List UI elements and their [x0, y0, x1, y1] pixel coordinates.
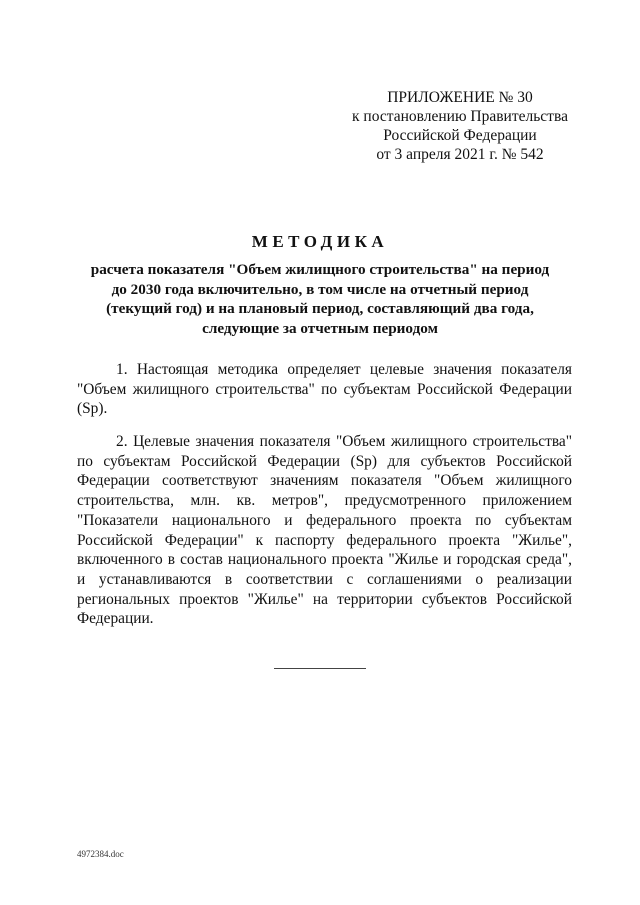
appendix-number: ПРИЛОЖЕНИЕ № 30 [387, 89, 533, 106]
paragraph-line: региональных проектов "Жилье" на территории субъектов Российской [77, 590, 572, 608]
paragraph-line: Федерации. [77, 610, 154, 628]
paragraph-line: и устанавливаются в соответствии с соглашениями о реализации [77, 570, 572, 588]
paragraph-line: Федерации соответствуют значениям показателя "Объем жилищного [77, 472, 572, 490]
appendix-authority: Российской Федерации [383, 127, 537, 144]
appendix-reference: к постановлению Правительства [352, 108, 568, 125]
paragraph-line: 1. Настоящая методика определяет целевые значения показателя [116, 361, 572, 378]
appendix-header [330, 88, 590, 164]
paragraph-line: "Показатели национального и федерального проекта по субъектам [77, 511, 572, 529]
paragraph-2 [77, 432, 572, 629]
paragraph-line: 2. Целевые значения показателя "Объем жилищного строительства" [116, 433, 572, 451]
subtitle-line: расчета показателя "Объем жилищного строительства" на период [90, 261, 550, 278]
document-subtitle [80, 260, 560, 338]
paragraph-1 [77, 360, 572, 419]
subtitle-line: следующие за отчетным периодом [202, 319, 438, 337]
appendix-date-number: от 3 апреля 2021 г. № 542 [376, 146, 544, 163]
paragraph-line: "Объем жилищного строительства" по субъектам Российской Федерации [77, 380, 572, 398]
paragraph-line: Российской Федерации" к паспорту федерального проекта "Жилье", [77, 531, 572, 549]
document-body [77, 360, 572, 629]
document-title: МЕТОДИКА [251, 232, 389, 251]
paragraph-line: (Sр). [77, 400, 108, 418]
closing-divider [274, 668, 366, 669]
footer-file-name: 4972384.doc [77, 849, 124, 859]
paragraph-line: по субъектам Российской Федерации (Sр) для субъектов Российской [77, 452, 572, 470]
paragraph-line: включенного в состав национального проекта "Жилье и городская среда", [77, 551, 572, 569]
subtitle-line: до 2030 года включительно, в том числе на отчетный период [111, 280, 529, 298]
paragraph-line: строительства, млн. кв. метров", предусмотренного приложением [77, 492, 572, 510]
subtitle-line: (текущий год) и на плановый период, составляющий два года, [106, 300, 534, 317]
